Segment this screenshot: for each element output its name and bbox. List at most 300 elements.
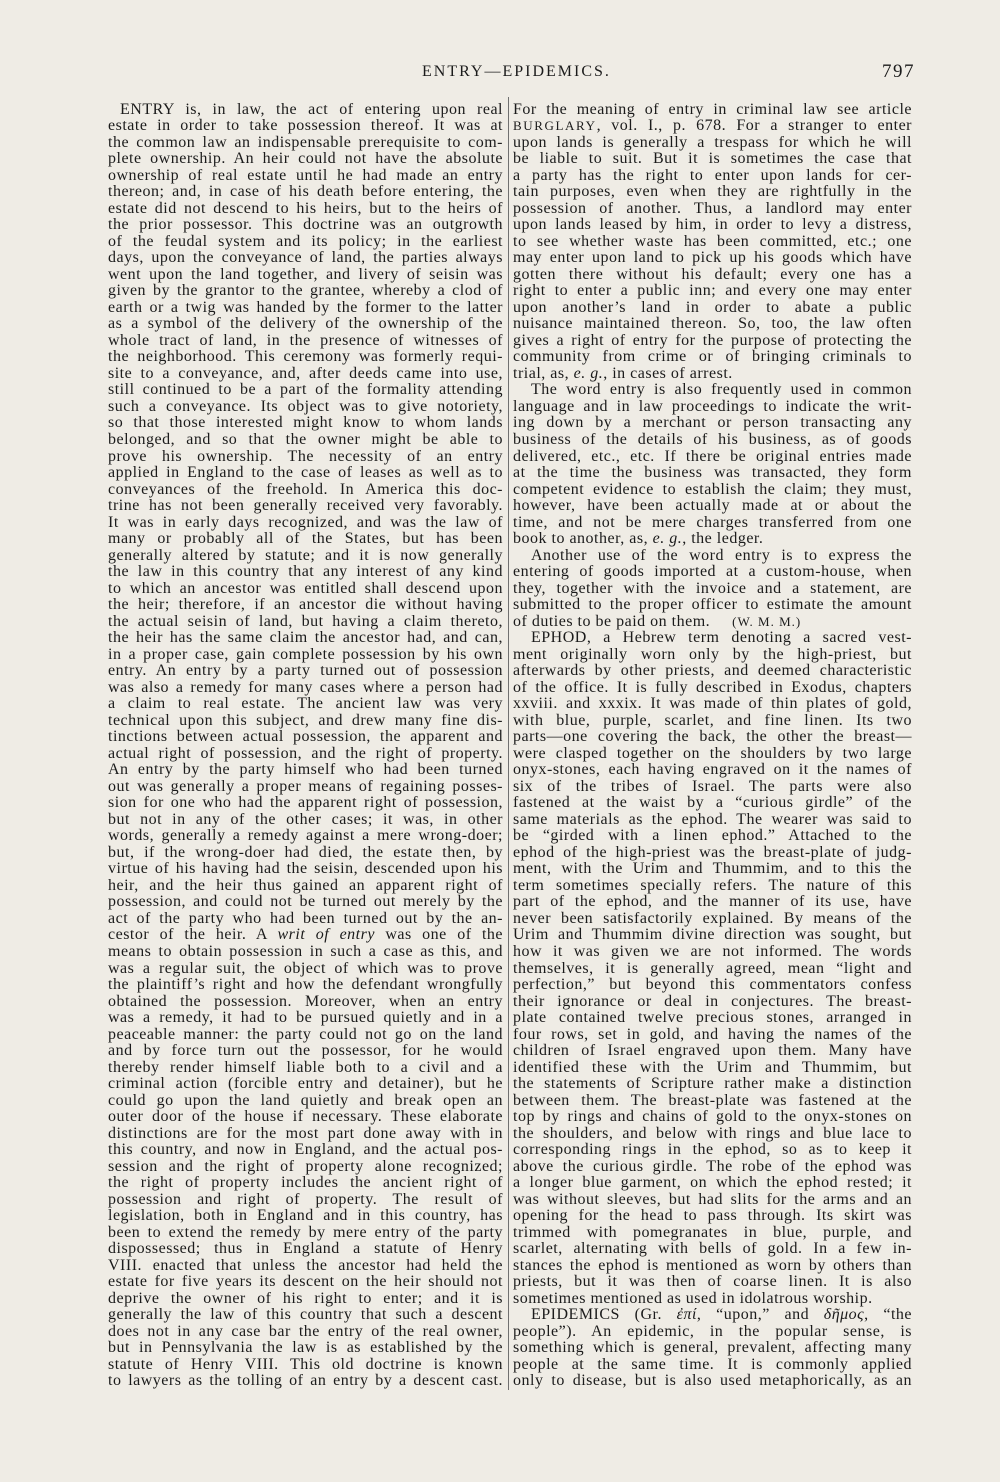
text-run: competent evidence to establish the claim; they must, — [513, 480, 912, 498]
text-line — [108, 1043, 503, 1060]
column-divider-rule — [508, 97, 509, 1390]
text-run: distinctions are for the most part done away with in — [108, 1124, 503, 1142]
text-line — [108, 746, 503, 763]
text-run: to lawyers as the tolling of an entry by a descent cast. — [108, 1372, 503, 1390]
text-run: a claim to real estate. The ancient law was very — [108, 695, 503, 713]
text-line — [513, 597, 912, 614]
text-run: the law in this country that any interest of any kind — [108, 563, 503, 581]
text-run: entry. An entry by a party turned out of possession — [108, 662, 503, 680]
text-line — [513, 1225, 912, 1242]
text-run: submitted to the proper officer to estimate the amount — [513, 596, 912, 614]
text-run: same materials as the ephod. The wearer was said to — [513, 810, 912, 828]
text-run: stances the ephod is mentioned as worn by others than — [513, 1256, 912, 1274]
paragraph — [108, 102, 503, 1390]
text-run: prove his ownership. The necessity of an entry — [108, 447, 503, 465]
text-line — [513, 630, 912, 647]
text-line — [108, 729, 503, 746]
right-column — [513, 102, 912, 1390]
paragraph — [513, 1307, 912, 1390]
text-run: delivered, etc., etc. If there be original entries made — [513, 447, 912, 465]
text-line — [108, 168, 503, 185]
text-line — [108, 1357, 503, 1374]
text-line — [513, 531, 912, 548]
text-line — [513, 961, 912, 978]
text-line — [108, 795, 503, 812]
text-line — [513, 515, 912, 532]
text-run: Another use of the word entry is to express the — [531, 546, 912, 564]
text-line — [513, 366, 912, 383]
text-run: thereby render himself liable both to a civil and a — [108, 1058, 503, 1076]
text-run: For the meaning of entry in criminal law see article — [513, 100, 912, 118]
text-run: earth or a twig was handed by the former to the latter — [108, 298, 503, 316]
text-run: gotten there without his default; every one has a — [513, 265, 912, 283]
text-line — [108, 184, 503, 201]
text-line — [108, 201, 503, 218]
text-line — [108, 977, 503, 994]
text-run: corresponding rings in the ephod, so as to keep it — [513, 1141, 912, 1159]
text-line — [513, 1324, 912, 1341]
text-run: above the curious girdle. The robe of the ephod was — [513, 1157, 912, 1175]
text-run: It was in early days recognized, and was the law of — [108, 513, 503, 531]
text-line — [108, 1027, 503, 1044]
text-line — [108, 1010, 503, 1027]
text-line — [513, 382, 912, 399]
text-line — [513, 812, 912, 829]
text-run: to see whether waste has been committed, etc.; one — [513, 232, 912, 250]
italic-text-run: writ of entry — [277, 926, 375, 944]
text-run: top by rings and chains of gold to the onyx-stones on — [513, 1108, 912, 1126]
text-run: as a symbol of the delivery of the ownership of the — [108, 315, 503, 333]
text-run: however, have been actually made at or about the — [513, 497, 912, 515]
text-run: legislation, both in England and in this country, has — [108, 1207, 503, 1225]
text-run: upon lands is generally a trespass for which he will — [513, 133, 912, 151]
text-line — [513, 581, 912, 598]
text-run: opening for the head to pass through. Its skirt was — [513, 1207, 912, 1225]
text-line — [513, 482, 912, 499]
text-run: was without sleeves, but had slits for the arms and an — [513, 1190, 912, 1208]
text-line — [513, 102, 912, 119]
text-run: actual right of possession, and the right of property. — [108, 744, 503, 762]
text-run: but in Pennsylvania the law is as established by the — [108, 1339, 503, 1357]
text-line — [513, 696, 912, 713]
text-run: they, together with the invoice and a statement, are — [513, 579, 912, 597]
text-run: generally altered by statute; and it is now generally — [108, 546, 503, 564]
text-run: children of Israel engraved upon them. Many have — [513, 1042, 912, 1060]
text-line — [108, 482, 503, 499]
text-run: the heir has the same claim the ancestor had, and can, — [108, 629, 503, 647]
text-line — [513, 647, 912, 664]
text-line — [513, 779, 912, 796]
greek-text-run: ἐπί — [676, 1306, 697, 1324]
text-run: plate contained twelve precious stones, arranged in — [513, 1009, 912, 1027]
text-line — [108, 1307, 503, 1324]
text-line — [513, 1010, 912, 1027]
text-run: estate in order to take possession thereof. It was at — [108, 117, 503, 135]
text-line — [513, 746, 912, 763]
text-run: of duties to be paid on them. — [513, 612, 711, 630]
text-line — [513, 1126, 912, 1143]
text-line — [513, 1357, 912, 1374]
text-line — [513, 977, 912, 994]
text-line — [108, 267, 503, 284]
text-run: a party has the right to enter upon lands for cer- — [513, 166, 912, 184]
text-run: ownership of real estate until he had made an entry — [108, 166, 503, 184]
text-line — [108, 449, 503, 466]
text-line — [513, 1159, 912, 1176]
text-run: estate did not descend to his heirs, but to the heirs of — [108, 199, 503, 217]
text-line — [108, 614, 503, 631]
text-line — [513, 845, 912, 862]
text-line — [108, 1109, 503, 1126]
text-line — [513, 399, 912, 416]
text-run: identified these with the Urim and Thummim, but — [513, 1058, 912, 1076]
text-line — [108, 498, 503, 515]
text-run: possession and right of property. The result of — [108, 1190, 503, 1208]
text-line — [108, 1274, 503, 1291]
text-line — [513, 1307, 912, 1324]
paragraph — [513, 548, 912, 631]
text-line — [513, 894, 912, 911]
text-run: been to extend the remedy by mere entry of the party — [108, 1223, 503, 1241]
text-run: applied in England to the case of leases as well as to — [108, 464, 503, 482]
text-run: gives a right of entry for the purpose of protecting the — [513, 331, 912, 349]
text-line — [108, 597, 503, 614]
text-run: given by the grantor to the grantee, whereby a clod of — [108, 282, 503, 300]
text-run: was a regular suit, the object of which was to prove — [108, 959, 503, 977]
text-line — [513, 1060, 912, 1077]
text-run: the right of property includes the ancient right of — [108, 1174, 503, 1192]
text-line — [513, 663, 912, 680]
text-run: virtue of his having had the seisin, descended upon his — [108, 860, 503, 878]
text-line — [513, 300, 912, 317]
text-line — [513, 1175, 912, 1192]
text-run: trine has not been generally received very favorably. — [108, 497, 503, 515]
text-run: technical upon this subject, and drew many fine dis- — [108, 711, 503, 729]
text-line — [108, 1192, 503, 1209]
text-line — [513, 151, 912, 168]
text-line — [108, 515, 503, 532]
text-run: VIII. enacted that unless the ancestor had held the — [108, 1256, 503, 1274]
text-line — [108, 415, 503, 432]
text-line — [513, 349, 912, 366]
text-run: the prior possessor. This doctrine was an outgrowth — [108, 216, 503, 234]
text-run: time, and not be mere charges transferred from one — [513, 513, 912, 531]
text-run: trial, as, — [513, 364, 574, 382]
text-run: of the feudal system and its policy; in the earliest — [108, 232, 503, 250]
text-line — [513, 1340, 912, 1357]
text-run: never been satisfactorily explained. By means of the — [513, 909, 912, 927]
text-run: ment originally worn only by the high-priest, but — [513, 645, 912, 663]
text-line — [108, 217, 503, 234]
text-line — [513, 1291, 912, 1308]
text-line — [513, 795, 912, 812]
text-run: sometimes mentioned as used in idolatrous worship. — [513, 1289, 873, 1307]
text-line — [108, 333, 503, 350]
text-run: part of the ephod, and the manner of its use, have — [513, 893, 912, 911]
text-run: days, upon the conveyance of land, the parties always — [108, 249, 503, 267]
text-line — [108, 1373, 503, 1390]
text-run: the neighborhood. This ceremony was formerly requi- — [108, 348, 503, 366]
page-number: 797 — [882, 61, 915, 82]
text-line — [513, 432, 912, 449]
text-run: fastened at the waist by a “curious girdle” of the — [513, 794, 912, 812]
text-line — [108, 102, 503, 119]
text-line — [513, 333, 912, 350]
text-line — [513, 168, 912, 185]
text-run: act of the party who had been turned out by the an- — [108, 909, 503, 927]
text-run: book to another, as, — [513, 530, 653, 548]
left-column — [108, 102, 503, 1390]
text-line — [108, 861, 503, 878]
text-run: scarlet, alternating with bells of gold. In a few in- — [513, 1240, 912, 1258]
text-line — [108, 878, 503, 895]
text-line — [513, 911, 912, 928]
text-line — [108, 250, 503, 267]
text-line — [513, 944, 912, 961]
text-line — [108, 845, 503, 862]
text-run: could go upon the land quietly and break open an — [108, 1091, 503, 1109]
greek-text-run: δῆμος — [823, 1306, 865, 1324]
text-line — [108, 548, 503, 565]
text-run: , the ledger. — [682, 530, 764, 548]
text-run: be “girded with a linen ephod.” Attached to the — [513, 827, 912, 845]
text-run: themselves, it is generally agreed, mean “light and — [513, 959, 912, 977]
text-run: tain purposes, even when they are rightfully in the — [513, 183, 912, 201]
text-line — [108, 630, 503, 647]
text-line — [108, 1340, 503, 1357]
text-run: , vol. I., p. 678. For a stranger to enter — [596, 117, 912, 135]
text-run: statute of Henry VIII. This old doctrine is known — [108, 1355, 503, 1373]
text-line — [513, 234, 912, 251]
text-run: right to enter a public inn; and every one may enter — [513, 282, 912, 300]
text-run: such a conveyance. Its object was to give notoriety, — [108, 397, 503, 415]
text-line — [513, 217, 912, 234]
text-run: plete ownership. An heir could not have the absolute — [108, 150, 503, 168]
text-line — [108, 911, 503, 928]
text-run: upon lands leased by him, in order to levy a distress, — [513, 216, 912, 234]
text-line — [108, 531, 503, 548]
text-line — [513, 1027, 912, 1044]
text-line — [513, 1373, 912, 1390]
text-line — [108, 994, 503, 1011]
text-run: were clasped together on the shoulders by two large — [513, 744, 912, 762]
text-line — [108, 316, 503, 333]
text-run: means to obtain possession in such a case as this, and — [108, 942, 503, 960]
text-line — [108, 581, 503, 598]
text-line — [513, 548, 912, 565]
text-line — [108, 1076, 503, 1093]
text-line — [513, 267, 912, 284]
text-run: four rows, set in gold, and having the names of the — [513, 1025, 912, 1043]
text-line — [108, 283, 503, 300]
text-line — [108, 366, 503, 383]
text-line — [513, 316, 912, 333]
text-line — [108, 894, 503, 911]
text-line — [108, 680, 503, 697]
text-line — [108, 696, 503, 713]
paragraph — [513, 102, 912, 383]
text-run: a longer blue garment, on which the ephod rested; it — [513, 1174, 912, 1192]
text-run: , in cases of arrest. — [603, 364, 733, 382]
text-line — [513, 680, 912, 697]
text-line — [108, 1060, 503, 1077]
text-line — [513, 564, 912, 581]
text-line — [108, 1093, 503, 1110]
text-line — [108, 135, 503, 152]
text-run: how it was given we are not informed. The words — [513, 942, 912, 960]
text-run: this country, and now in England, and the actual pos- — [108, 1141, 503, 1159]
text-run: still continued to be a part of the formality attending — [108, 381, 503, 399]
text-run: dispossessed; thus in England a statute of Henry — [108, 1240, 503, 1258]
text-line — [513, 184, 912, 201]
text-run: at the time the business was transacted, they form — [513, 464, 912, 482]
text-line — [108, 779, 503, 796]
text-line — [513, 118, 912, 135]
text-run: community from crime or of bringing criminals to — [513, 348, 912, 366]
text-line — [513, 449, 912, 466]
text-line — [108, 1126, 503, 1143]
text-line — [108, 762, 503, 779]
text-line — [108, 1291, 503, 1308]
text-line — [108, 234, 503, 251]
paragraph — [513, 382, 912, 547]
text-line — [513, 878, 912, 895]
text-line — [108, 151, 503, 168]
text-line — [513, 1093, 912, 1110]
text-run: ephod of the high-priest was the breast-plate of judg- — [513, 843, 912, 861]
smallcaps-text-run: BURGLARY — [513, 118, 597, 134]
text-run: the plaintiff’s right and how the defendant wrongfully — [108, 976, 503, 994]
text-run: to which an ancestor was entitled shall descend upon — [108, 579, 503, 597]
text-run: people”). An epidemic, in the popular sense, is — [513, 1322, 912, 1340]
text-line — [108, 944, 503, 961]
text-run: peaceable manner: the party could not go on the land — [108, 1025, 503, 1043]
text-line — [513, 828, 912, 845]
text-run: does not in any case bar the entry of the real owner, — [108, 1322, 503, 1340]
text-line — [513, 927, 912, 944]
text-line — [108, 812, 503, 829]
text-run: The word entry is also frequently used in common — [531, 381, 912, 399]
text-run: ENTRY is, in law, the act of entering upon real — [120, 100, 503, 118]
text-line — [513, 713, 912, 730]
text-run: ing down by a merchant or person transacting any — [513, 414, 912, 432]
text-line — [108, 300, 503, 317]
text-run: perfection,” but beyond this commentators confess — [513, 976, 912, 994]
text-line — [513, 1142, 912, 1159]
text-run: trimmed with pomegranates in blue, purple, and — [513, 1223, 912, 1241]
text-run: and by force turn out the possessor, for he would — [108, 1042, 503, 1060]
text-run: belonged, and so that the owner might be able to — [108, 431, 503, 448]
text-line — [108, 1175, 503, 1192]
text-line — [513, 729, 912, 746]
text-run: sion for one who had the apparent right of possession, — [108, 794, 503, 812]
text-line — [108, 1241, 503, 1258]
running-head-title: ENTRY—EPIDEMICS. — [422, 63, 611, 80]
text-run: EPIDEMICS (Gr. — [531, 1306, 677, 1324]
text-line — [513, 1109, 912, 1126]
italic-text-run: e. g. — [652, 530, 683, 548]
text-line — [513, 1043, 912, 1060]
text-line — [108, 564, 503, 581]
text-line — [513, 415, 912, 432]
text-run: deprive the owner of his right to enter; and it is — [108, 1289, 503, 1307]
text-run: parts—one covering the back, the other the breast— — [513, 728, 912, 746]
text-run: thereon; and, in case of his death before entering, the — [108, 183, 503, 201]
text-run: outer door of the house if necessary. These elaborate — [108, 1108, 503, 1126]
text-line — [108, 382, 503, 399]
italic-text-run: e. g. — [573, 364, 604, 382]
text-run: but not in any of the other cases; it was, in other — [108, 810, 503, 828]
text-run: whole tract of land, in the presence of witnesses of — [108, 331, 503, 349]
text-run: conveyances of the freehold. In America this doc- — [108, 480, 503, 498]
text-line — [513, 1241, 912, 1258]
text-run: priests, but it was then of coarse linen. It is also — [513, 1273, 912, 1291]
text-run: words, generally a remedy against a mere wrong-doer; — [108, 827, 503, 845]
text-line — [108, 663, 503, 680]
text-run: was a remedy, it had to be pursued quietly and in a — [108, 1009, 503, 1027]
text-run: the common law an indispensable prerequisite to com- — [108, 133, 503, 151]
text-run: afterwards by other priests, and deemed characteristic — [513, 662, 912, 680]
text-line — [513, 762, 912, 779]
text-line — [108, 1324, 503, 1341]
text-line — [108, 1159, 503, 1176]
text-run: between them. The breast-plate was fastened at the — [513, 1091, 912, 1109]
text-run: out was generally a proper means of regaining posses- — [108, 777, 503, 795]
text-line — [513, 283, 912, 300]
text-line — [108, 961, 503, 978]
text-run: upon another’s land in order to abate a public — [513, 298, 912, 316]
text-line — [513, 994, 912, 1011]
text-line — [108, 1142, 503, 1159]
text-run: term sometimes specially refers. The nature of this — [513, 876, 912, 894]
paragraph — [513, 630, 912, 1307]
text-line — [108, 1258, 503, 1275]
text-line — [108, 828, 503, 845]
text-line — [513, 250, 912, 267]
text-run: estate for five years its descent on the heir should not — [108, 1273, 503, 1291]
text-run: may enter upon land to pick up his goods which have — [513, 249, 912, 267]
text-line — [108, 349, 503, 366]
text-run: six of the tribes of Israel. The parts were also — [513, 777, 912, 795]
text-run: heir, and the heir thus gained an apparent right of — [108, 876, 503, 894]
text-line — [108, 465, 503, 482]
text-run: , “upon,” and — [696, 1306, 824, 1324]
text-run: business of the details of his business, as of goods — [513, 431, 912, 448]
text-run: possession of another. Thus, a landlord may enter — [513, 199, 912, 217]
text-line — [108, 1225, 503, 1242]
text-run: only to disease, but is also used metaphorically, as an — [513, 1372, 912, 1390]
text-line — [513, 1274, 912, 1291]
text-run: the heir; therefore, if an ancestor die without having — [108, 596, 503, 614]
text-line — [513, 201, 912, 218]
text-line — [513, 861, 912, 878]
text-run: EPHOD, a Hebrew term denoting a sacred vest- — [531, 629, 912, 647]
text-run: nuisance maintained thereon. So, too, the law often — [513, 315, 912, 333]
text-line — [108, 1208, 503, 1225]
text-line — [108, 647, 503, 664]
signature-text-run: (W. M. M.) — [732, 613, 802, 629]
text-line — [513, 614, 912, 631]
text-run: the statements of Scripture rather make a distinction — [513, 1075, 912, 1093]
text-run: criminal action (forcible entry and detainer), but he — [108, 1075, 503, 1093]
text-run: , “the — [864, 1306, 912, 1324]
text-run: possession, and could not be turned out merely by the — [108, 893, 503, 911]
text-run: generally the law of this country that such a descent — [108, 1306, 503, 1324]
text-line — [513, 465, 912, 482]
text-run: the shoulders, and below with rings and blue lace to — [513, 1124, 912, 1142]
text-run: something which is general, prevalent, affecting many — [513, 1339, 912, 1357]
text-run: so that those interested might know to whom lands — [108, 414, 503, 432]
